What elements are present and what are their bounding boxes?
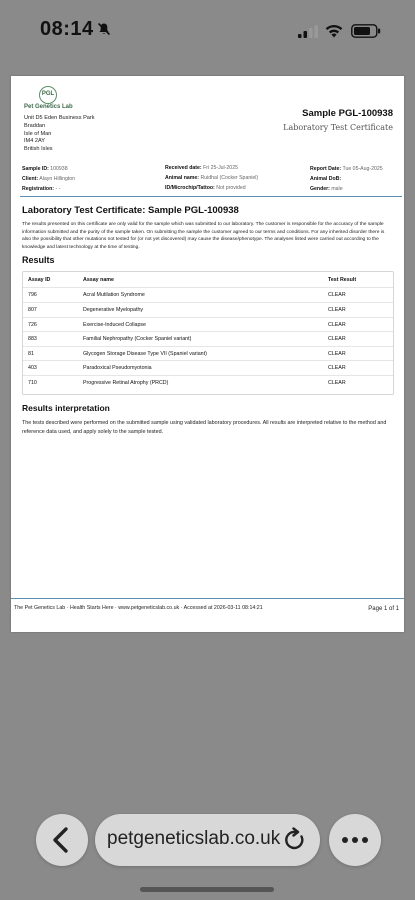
assay-name-cell: Familial Nephropathy (Cocker Spaniel variant): [83, 336, 192, 342]
table-row: [23, 346, 393, 362]
test-result-cell: CLEAR: [328, 365, 346, 371]
sample-id-label: Sample ID:: [22, 166, 49, 172]
results-table: [22, 271, 394, 395]
clock: 08:14: [40, 18, 94, 40]
test-result-cell: CLEAR: [328, 350, 346, 357]
lab-address: [24, 115, 95, 154]
table-row: [23, 375, 393, 390]
cellular-signal-icon: [298, 25, 318, 38]
url-text: petgeneticslab.co.uk: [107, 828, 281, 849]
table-row: [23, 302, 393, 318]
report-date-value: Tue 05-Aug-2025: [342, 166, 383, 172]
test-result-cell: CLEAR: [328, 379, 346, 386]
certificate-subtitle: Laboratory Test Certificate: [283, 123, 393, 132]
gender-field: [310, 186, 343, 192]
wifi-icon: [325, 24, 343, 38]
more-dots-icon: [329, 814, 381, 866]
received-date-label: Received date:: [165, 165, 202, 171]
test-result-cell: CLEAR: [328, 307, 346, 313]
assay-name-cell: Acral Mutilation Syndrome: [83, 292, 145, 298]
sample-id-value: 100938: [50, 166, 68, 172]
disclaimer-text: The results presented on this certificate are only valid for the sample which was submitted to our laboratory. The customer is responsible for the accuracy of the sample information submitted and the purity of the sample taken. On submitting the sample the customer agreed to our terms and conditions. For any inherited disorder there is also the possibility that other mutations not tested for (or not yet discovered) may cause the disease/phenotype. The analyses listed were carried out according to the knowledge and latest technology at the time of testing.: [22, 222, 385, 251]
test-result-cell: CLEAR: [328, 336, 346, 342]
address-line: Unit D5 Eden Business Park: [24, 115, 95, 121]
address-line: Braddan: [24, 122, 46, 129]
footer-text: The Pet Genetics Lab · Health Starts Here · www.petgeneticslab.co.uk · Accessed at 2026-03-11 08:14:21: [14, 605, 263, 611]
registration-label: Registration:: [22, 186, 54, 192]
assay-id-cell: 796: [28, 292, 37, 298]
id-microchip-field: [165, 185, 246, 191]
logo-text: Pet Genetics Lab: [24, 104, 73, 110]
table-row: [23, 317, 393, 333]
test-result-cell: CLEAR: [328, 321, 346, 328]
interpretation-heading: Results interpretation: [22, 403, 110, 413]
assay-id-cell: 403: [28, 365, 37, 371]
received-date-field: [165, 165, 238, 171]
assay-name-cell: Progressive Retinal Atrophy (PRCD): [83, 379, 169, 386]
table-row: [23, 360, 393, 376]
registration-value: - -: [55, 186, 61, 192]
table-header-row: [23, 272, 393, 288]
status-bar: [0, 0, 415, 60]
gender-value: male: [331, 186, 343, 192]
address-line: Isle of Man: [24, 130, 52, 137]
silent-bell-icon: [97, 22, 111, 36]
report-date-label: Report Date:: [310, 166, 342, 172]
column-header-test-result: Test Result: [328, 277, 357, 283]
interpretation-text: The tests described were performed on the submitted sample using validated laboratory procedures. All results are interpreted relative to the method and reference data used, and apply solely to the sample tested.: [22, 420, 387, 435]
chevron-left-icon: [36, 814, 88, 866]
assay-id-cell: 883: [28, 336, 37, 342]
logo-badge: PGL: [39, 86, 57, 104]
column-header-assay-id: Assay ID: [28, 277, 51, 283]
animal-dob-field: [310, 176, 341, 182]
table-row: [23, 287, 393, 303]
report-date-field: [310, 166, 383, 172]
column-header-assay-name: Assay name: [83, 277, 114, 283]
id-microchip-label: ID/Microchip/Tattoo:: [165, 185, 215, 191]
table-row: [23, 331, 393, 347]
pet-genetics-lab-logo: [24, 86, 74, 112]
footer-divider: [11, 598, 404, 599]
animal-name-field: [165, 175, 258, 181]
assay-name-cell: Degenerative Myelopathy: [83, 307, 144, 313]
page-number: Page 1 of 1: [368, 606, 399, 612]
sample-title: Sample PGL-100938: [302, 108, 393, 119]
received-date-value: Fri 25-Jul-2025: [203, 165, 238, 171]
assay-id-cell: 807: [28, 307, 37, 313]
id-microchip-value: Not provided: [216, 185, 246, 191]
address-line: British Isles: [24, 146, 53, 153]
sample-id-field: [22, 166, 68, 172]
results-heading: Results: [22, 255, 55, 265]
certificate-heading: Laboratory Test Certificate: Sample PGL-100938: [22, 205, 239, 216]
assay-name-cell: Paradoxical Pseudomyotonia: [83, 365, 152, 371]
assay-id-cell: 726: [28, 321, 37, 328]
reload-icon[interactable]: [283, 827, 307, 853]
back-button[interactable]: [36, 814, 88, 866]
assay-name-cell: Exercise-Induced Collapse: [83, 321, 147, 328]
registration-field: [22, 186, 60, 192]
test-result-cell: CLEAR: [328, 292, 346, 298]
home-indicator[interactable]: [140, 887, 274, 892]
battery-icon: [351, 24, 381, 38]
assay-name-cell: Glycogen Storage Disease Type VII (Spaniel variant): [83, 350, 207, 357]
address-line: IM4 2AY: [24, 138, 46, 145]
gender-label: Gender:: [310, 186, 330, 192]
animal-dob-label: Animal DoB:: [310, 176, 342, 182]
assay-id-cell: 81: [28, 350, 34, 357]
header-divider: [20, 196, 402, 197]
more-options-button[interactable]: [329, 814, 381, 866]
client-field: [22, 176, 75, 182]
animal-name-label: Animal name:: [165, 175, 200, 181]
animal-name-value: Ruidhal (Cocker Spaniel): [200, 175, 259, 181]
client-value: Alayn Hillington: [39, 176, 76, 182]
assay-id-cell: 710: [28, 379, 37, 386]
client-label: Client:: [22, 176, 39, 182]
